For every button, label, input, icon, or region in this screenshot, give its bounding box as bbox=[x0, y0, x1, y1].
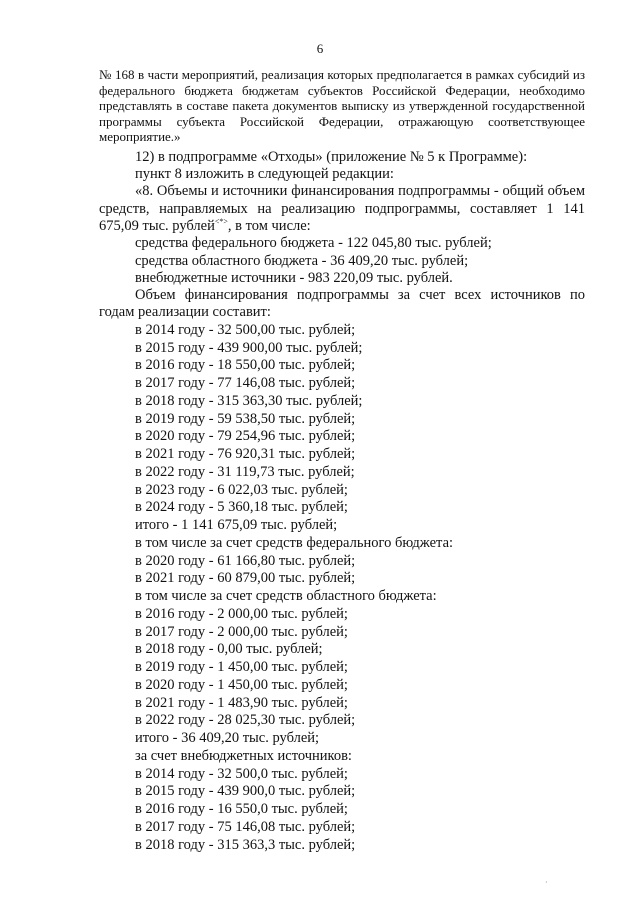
list-item: итого - 36 409,20 тыс. рублей; bbox=[135, 730, 320, 747]
document-body bbox=[99, 67, 585, 854]
list-item: в 2020 году - 79 254,96 тыс. рублей; bbox=[135, 428, 356, 445]
intro-paragraph: № 168 в части мероприятий, реализация которых предполагается в рамках субсидий из федерального бюджета бюджетам субъектов Российской Федерации, необходимо представлять в составе пакета документов выписку из утвержденной государственной программы субъекта Российской Федерации, отражающую соответствующее мероприятие.» bbox=[99, 67, 585, 145]
list-item: в 2016 году - 16 550,0 тыс. рублей; bbox=[135, 801, 348, 818]
section-8-text: «8. Объемы и источники финансирования подпрограммы - общий объем средств, направляемых на реализацию подпрограммы, составляет 1 141 675,09 тыс. рублей bbox=[99, 183, 585, 234]
scan-dot-mark: · bbox=[545, 878, 548, 887]
list-item: в 2020 году - 61 166,80 тыс. рублей; bbox=[135, 552, 356, 569]
section-8-text-end: , в том числе: bbox=[227, 217, 311, 234]
list-item: в 2016 году - 2 000,00 тыс. рублей; bbox=[135, 605, 348, 622]
list-item: в том числе за счет средств федерального бюджета: bbox=[135, 534, 454, 551]
section-8-paragraph bbox=[99, 183, 585, 235]
list-item: в 2018 году - 315 363,3 тыс. рублей; bbox=[135, 836, 356, 853]
point-8-intro: пункт 8 изложить в следующей редакции: bbox=[135, 165, 394, 182]
list-item: в 2021 году - 76 920,31 тыс. рублей; bbox=[135, 446, 356, 463]
list-item: в 2024 году - 5 360,18 тыс. рублей; bbox=[135, 499, 348, 516]
list-item: в 2017 году - 77 146,08 тыс. рублей; bbox=[135, 375, 356, 392]
source-regional: средства областного бюджета - 36 409,20 тыс. рублей; bbox=[135, 252, 469, 269]
item-12-heading: 12) в подпрограмме «Отходы» (приложение № 5 к Программе): bbox=[135, 148, 528, 165]
list-item: в 2017 году - 2 000,00 тыс. рублей; bbox=[135, 623, 348, 640]
list-item: в 2022 году - 28 025,30 тыс. рублей; bbox=[135, 712, 356, 729]
list-item: в 2014 году - 32 500,0 тыс. рублей; bbox=[135, 765, 348, 782]
list-item: в 2015 году - 439 900,0 тыс. рублей; bbox=[135, 783, 356, 800]
list-item: итого - 1 141 675,09 тыс. рублей; bbox=[135, 517, 338, 534]
list-item: в том числе за счет средств областного бюджета: bbox=[135, 588, 437, 605]
list-item: в 2018 году - 315 363,30 тыс. рублей; bbox=[135, 392, 363, 409]
list-item: в 2020 году - 1 450,00 тыс. рублей; bbox=[135, 676, 348, 693]
list-item: в 2022 году - 31 119,73 тыс. рублей; bbox=[135, 463, 355, 480]
list-item: в 2017 году - 75 146,08 тыс. рублей; bbox=[135, 818, 356, 835]
list-item: в 2021 году - 1 483,90 тыс. рублей; bbox=[135, 694, 348, 711]
by-years-paragraph: Объем финансирования подпрограммы за счет всех источников по годам реализации составит: bbox=[99, 287, 585, 321]
source-federal: средства федерального бюджета - 122 045,80 тыс. рублей; bbox=[135, 235, 492, 252]
page-number: 6 bbox=[316, 41, 324, 56]
list-item: в 2014 году - 32 500,00 тыс. рублей; bbox=[135, 321, 356, 338]
footnote-mark: <*> bbox=[214, 216, 228, 226]
list-item: в 2015 году - 439 900,00 тыс. рублей; bbox=[135, 339, 363, 356]
funding-by-years-list bbox=[99, 322, 585, 855]
list-item: в 2019 году - 59 538,50 тыс. рублей; bbox=[135, 410, 356, 427]
list-item: в 2016 году - 18 550,00 тыс. рублей; bbox=[135, 357, 356, 374]
list-item: в 2023 году - 6 022,03 тыс. рублей; bbox=[135, 481, 348, 498]
list-item: в 2018 году - 0,00 тыс. рублей; bbox=[135, 641, 323, 658]
list-item: в 2019 году - 1 450,00 тыс. рублей; bbox=[135, 659, 348, 676]
list-item: в 2021 году - 60 879,00 тыс. рублей; bbox=[135, 570, 356, 587]
source-extrabudgetary: внебюджетные источники - 983 220,09 тыс. рублей. bbox=[135, 269, 453, 286]
funding-sources bbox=[99, 235, 585, 287]
list-item: за счет внебюджетных источников: bbox=[135, 747, 352, 764]
